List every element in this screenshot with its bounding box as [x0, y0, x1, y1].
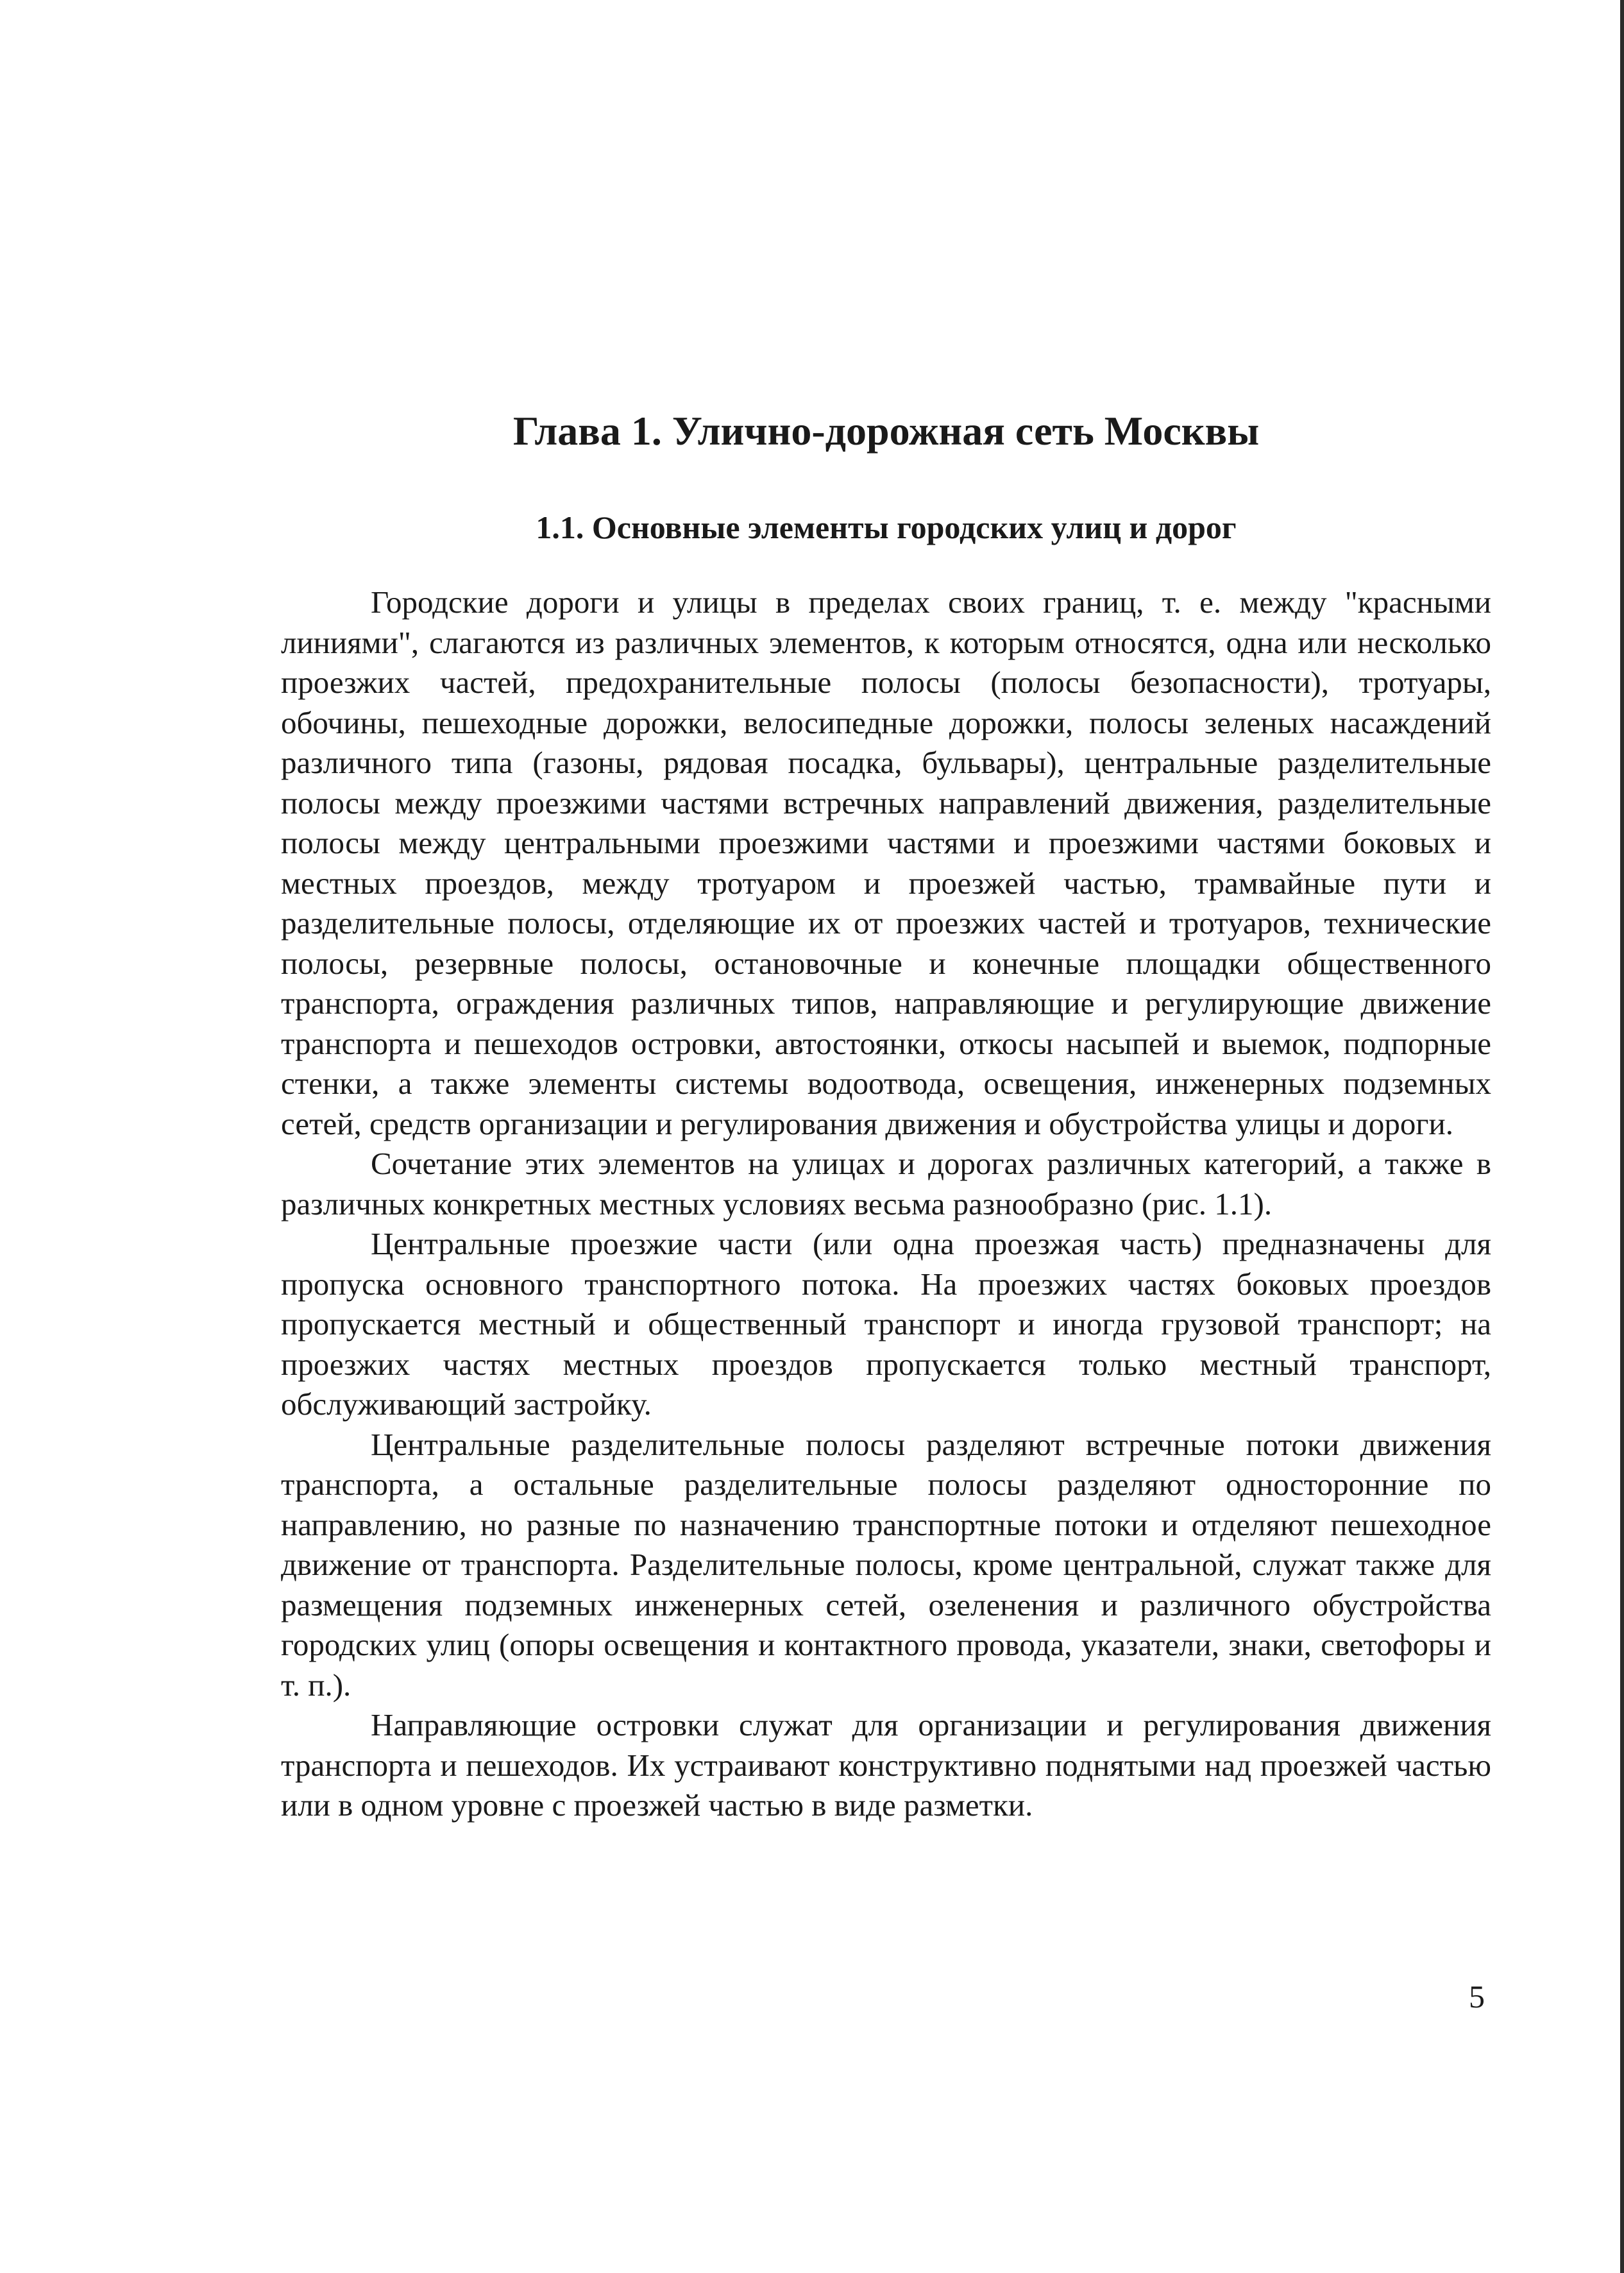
scan-edge [1620, 0, 1624, 2273]
paragraph: Центральные проезжие части (или одна проезжая часть) предназначены для пропуска основного транспортного потока. На проезжих частях боковых проездов пропускается местный и общественный транспорт и иногда грузовой транспорт; на проезжих частях местных проездов пропускается только местный транспорт, обслуживающий застройку. [281, 1226, 1491, 1422]
chapter-title: Глава 1. Улично-дорожная сеть Москвы [512, 408, 1260, 454]
page-number: 5 [1469, 1979, 1485, 2014]
paragraph: Сочетание этих элементов на улицах и дорогах различных категорий, а также в различных конкретных местных условиях весьма разнообразно (рис. 1.1). [281, 1146, 1491, 1222]
book-page [281, 0, 1491, 2273]
section-title: 1.1. Основные элементы городских улиц и дорог [536, 509, 1237, 545]
body-text [281, 583, 1491, 1826]
paragraph: Центральные разделительные полосы разделяют встречные потоки движения транспорта, а остальные разделительные полосы разделяют односторонние по направлению, но разные по назначению транспортные потоки и отделяют пешеходное движение от транспорта. Разделительные полосы, кроме центральной, служат также для размещения подземных инженерных сетей, озеленения и различного обустройства городских улиц (опоры освещения и контактного провода, указатели, знаки, светофоры и т. п.). [281, 1426, 1491, 1703]
paragraph: Направляющие островки служат для организации и регулирования движения транспорта и пешеходов. Их устраивают конструктивно поднятыми над проезжей частью или в одном уровне с проезжей частью в виде разметки. [281, 1707, 1491, 1823]
paragraph: Городские дороги и улицы в пределах своих границ, т. е. между "красными линиями", слагаются из различных элементов, к которым относятся, одна или несколько проезжих частей, предохранительные полосы (полосы безопасности), тротуары, обочины, пешеходные дорожки, велосипедные дорожки, полосы зеленых насаждений различного типа (газоны, рядовая посадка, бульвары), центральные разделительные полосы между проезжими частями встречных направлений движения, разделительные полосы между центральными проезжими частями и проезжими частями боковых и местных проездов, между тротуаром и проезжей частью, трамвайные пути и разделительные полосы, отделяющие их от проезжих частей и тротуаров, технические полосы, резервные полосы, остановочные и конечные площадки общественного транспорта, ограждения различных типов, направляющие и регулирующие движение транспорта и пешеходов островки, автостоянки, откосы насыпей и выемок, подпорные стенки, а также элементы системы водоотвода, освещения, инженерных подземных сетей, средств организации и регулирования движения и обустройства улицы и дороги. [281, 584, 1491, 1141]
